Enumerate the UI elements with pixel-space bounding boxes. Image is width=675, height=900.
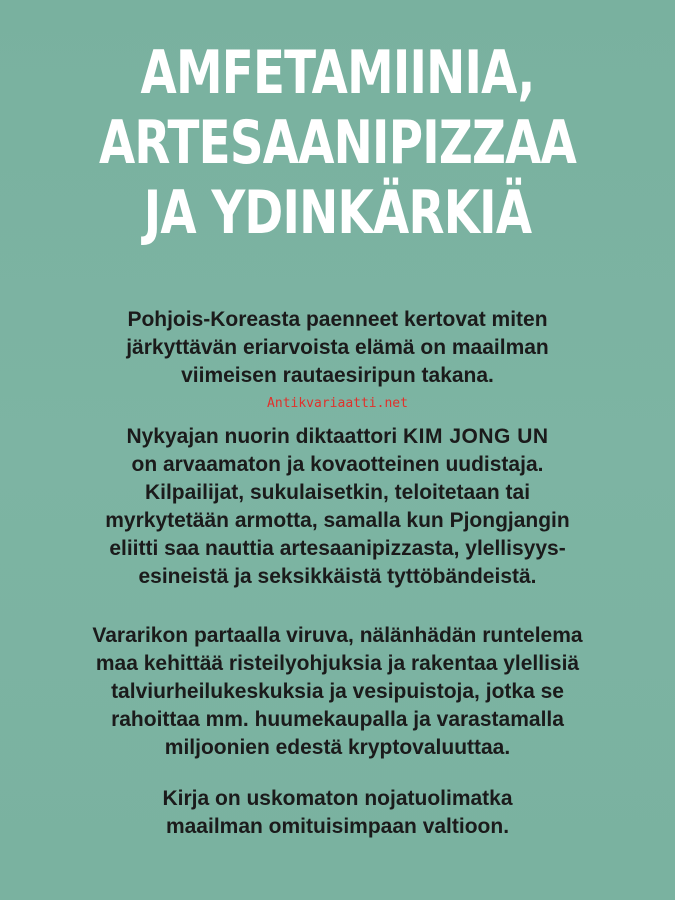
text-line: Vararikon partaalla viruva, nälänhädän runtelema <box>92 624 583 647</box>
title-line: AMFETAMIINIA, <box>140 38 535 108</box>
text-fragment: Nykyajan nuorin diktaattori <box>126 425 404 448</box>
text-line: Pohjois-Koreasta paenneet kertovat miten <box>127 308 548 331</box>
title-line: ARTESAANIPIZZAA <box>98 108 577 178</box>
blurb-paragraph-4 <box>30 785 645 841</box>
blurb-paragraph-1 <box>30 306 645 390</box>
text-line: järkyttävän eriarvoista elämä on maailman <box>126 336 549 359</box>
dictator-name: KIM JONG UN <box>403 425 549 448</box>
title-line: JA YDINKÄRKIÄ <box>143 178 532 248</box>
text-line: Kirja on uskomaton nojatuolimatka <box>162 787 513 810</box>
text-line: on arvaamaton ja kovaotteinen uudistaja. <box>131 453 544 476</box>
blurb-paragraph-3 <box>30 622 645 762</box>
text-line: miljoonien edestä kryptovaluuttaa. <box>164 736 511 759</box>
text-line: Kilpailijat, sukulaisetkin, teloitetaan tai <box>144 481 531 504</box>
text-line: esineistä ja seksikkäistä tyttöbändeistä. <box>138 565 537 588</box>
text-line: rahoittaa mm. huumekaupalla ja varastamalla <box>111 708 564 731</box>
text-line: myrkytetään armotta, samalla kun Pjongjangin <box>105 509 570 532</box>
text-line: eliitti saa nauttia artesaanipizzasta, ylellisyys- <box>109 537 566 560</box>
text-line: maa kehittää risteilyohjuksia ja rakentaa ylellisiä <box>95 652 580 675</box>
text-line: maailman omituisimpaan valtioon. <box>165 815 510 838</box>
seller-watermark: Antikvariaatti.net <box>267 396 408 411</box>
cover-title <box>74 38 601 248</box>
text-line: talviurheilukeskuksia ja vesipuistoja, jotka se <box>111 680 564 703</box>
text-line: viimeisen rautaesiripun takana. <box>181 364 494 387</box>
text-line <box>30 423 645 451</box>
blurb-paragraph-2 <box>30 423 645 591</box>
